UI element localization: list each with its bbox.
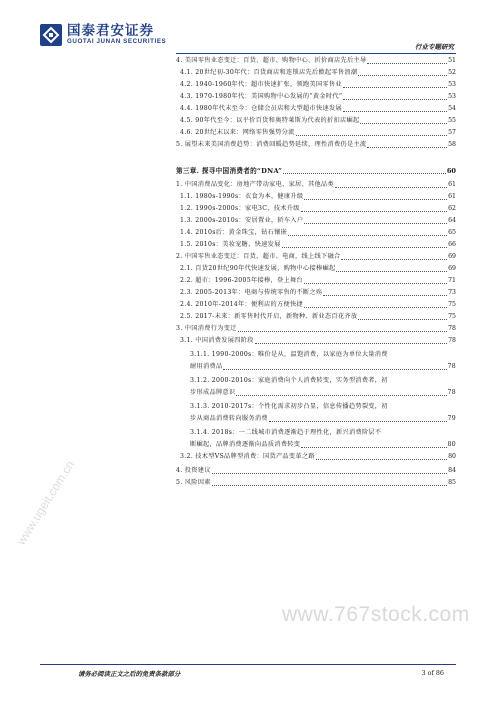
toc-entry-page: 53: [448, 93, 456, 100]
leader-dots: [269, 421, 447, 422]
toc-entry-page: 51: [448, 57, 456, 64]
toc-entry-text: 3.1. 中国消费发展四阶段: [180, 337, 254, 344]
side-watermark: www.ugeit.com.cn: [14, 457, 78, 548]
toc-entry[interactable]: [176, 139, 456, 151]
toc-entry-page: 71: [448, 277, 456, 284]
toc-entry[interactable]: [176, 311, 456, 323]
toc-entry-text: 1.2. 1990s-2000s：家电3C，技术升级: [180, 205, 300, 212]
leader-dots: [304, 199, 447, 200]
toc-entry[interactable]: [176, 323, 456, 335]
toc-entry[interactable]: [176, 375, 456, 387]
toc-entry[interactable]: [176, 451, 456, 463]
company-logo: [40, 23, 230, 47]
toc-entry[interactable]: [176, 239, 456, 251]
toc-entry-text: 4.1. 20世纪初-30年代：百货商店和连锁店先后掀起零售浪潮: [180, 69, 358, 76]
toc-entry[interactable]: [176, 127, 456, 139]
toc-entry[interactable]: [176, 79, 456, 91]
leader-dots: [223, 369, 446, 370]
toc-entry-text: 5. 展望未来美国消费趋势：消费回暖趋势延续，理性消费仍是主流: [176, 141, 367, 148]
toc-entry-page: 62: [448, 205, 456, 212]
toc-entry-page: 61: [448, 181, 456, 188]
leader-dots: [367, 147, 447, 148]
leader-dots: [341, 259, 447, 260]
toc-entry-page: 85: [448, 479, 456, 486]
toc-entry[interactable]: [176, 465, 456, 477]
toc-entry-continuation: [176, 439, 456, 451]
toc-entry-page: 78: [448, 325, 456, 332]
toc-entry-text: 2.4. 2010年-2014年：便利店的方便快捷: [180, 301, 303, 308]
toc-entry-text: 1. 中国消费品变化：房地产带动家电、家居、其他品类: [176, 181, 334, 188]
toc-entry[interactable]: [176, 55, 456, 67]
leader-dots: [296, 135, 448, 136]
toc-entry-page: 84: [448, 467, 456, 474]
leader-dots: [282, 247, 448, 248]
leader-dots: [358, 319, 447, 320]
leader-dots: [238, 331, 447, 332]
header-divider: [176, 53, 456, 54]
leader-dots: [343, 87, 447, 88]
leader-dots: [212, 485, 447, 486]
report-type-label: 行业专题研究: [415, 43, 454, 51]
toc-entry[interactable]: [176, 427, 456, 439]
toc-entry[interactable]: [176, 203, 456, 215]
toc-entry-page: 79: [447, 415, 456, 422]
toc-entry-text: 断崛起，品牌消费逐渐向品质消费转变: [190, 441, 301, 448]
toc-entry-continuation: [176, 387, 456, 399]
toc-entry-page: 75: [448, 313, 456, 320]
toc-entry[interactable]: [176, 251, 456, 263]
toc-entry[interactable]: [176, 179, 456, 191]
toc-entry[interactable]: [176, 227, 456, 239]
leader-dots: [304, 307, 447, 308]
toc-entry-text: 4. 美国零售业态变迁：百货、超市、购物中心、折价商店先后主导: [176, 57, 367, 64]
toc-entry-page: 80: [448, 453, 456, 460]
leader-dots: [288, 235, 447, 236]
toc-entry-text: 2.3. 2005-2013年：电商与传统零售的不断之殇: [180, 289, 323, 296]
toc-entry-text: 1.3. 2000s-2010s：安居置业，轿车入户: [180, 217, 304, 224]
toc-entry-text: 2. 中国零售业态变迁：百货、超市、电商，线上线下融合: [176, 253, 341, 260]
toc-entry-page: 64: [448, 217, 456, 224]
toc-entry-page: 54: [448, 105, 456, 112]
toc-entry-text: 1.5. 2010s：美妆宠糖，快速发展: [180, 241, 281, 248]
toc-entry-text: 4.5. 90年代至今：以平价百货和奥特莱斯为代表的折扣店崛起: [180, 117, 360, 124]
toc-entry-page: 73: [448, 289, 456, 296]
toc-entry-text: 3.2. 技术型VS品牌型消费：国货产品变革之路: [180, 453, 315, 460]
toc-entry-text: 3.1.3. 2010-2017s：个性化需求初步凸显，信息传播趋势裂变，初: [190, 403, 388, 410]
site-watermark: www.767stock.com: [282, 603, 470, 626]
toc-entry-page: 75: [448, 301, 456, 308]
toc-entry-page: 66: [448, 241, 456, 248]
leader-dots: [304, 223, 447, 224]
toc-entry[interactable]: [176, 401, 456, 413]
toc-entry-text: 2.2. 超市：1996-2005年接棒，登上舞台: [180, 277, 303, 284]
toc-entry-text: 步形成品牌意识: [190, 389, 236, 396]
toc-entry-text: 3. 中国消费行为变迁: [176, 325, 237, 332]
logo-english-name: GUOTAI JUNAN SECURITIES: [67, 38, 167, 45]
toc-entry-page: 57: [448, 129, 456, 136]
toc-entry-text: 3.1.4. 2018s：一二线城市消费逐渐趋于理性化，新兴消费阶层不: [190, 429, 382, 436]
toc-chapter-entry[interactable]: [176, 165, 456, 177]
toc-entry[interactable]: [176, 215, 456, 227]
leader-dots: [212, 473, 447, 474]
toc-entry-page: 78: [448, 337, 456, 344]
leader-dots: [301, 447, 446, 448]
guotai-junan-logo-icon: [40, 24, 62, 46]
toc-entry-text: 1.1. 1980s-1990s：衣食为本，健康升级: [180, 193, 304, 200]
leader-dots: [335, 187, 447, 188]
toc-entry-text: 4.2. 1940-1960年代：超市快速扩张，领跑美国零售业: [180, 81, 342, 88]
leader-dots: [358, 75, 447, 76]
toc-entry-page: 60: [446, 167, 456, 175]
toc-entry[interactable]: [176, 67, 456, 79]
toc-entry-page: 78: [447, 363, 456, 370]
page-header: [0, 0, 496, 52]
footer-disclaimer: 请务必阅读正文之后的免责条款部分: [78, 670, 181, 678]
leader-dots: [304, 283, 447, 284]
toc-entry-text: 1.4. 2010s后：黄金珠宝，钻石镶嵌: [180, 229, 288, 236]
page-number: 3 of 86: [421, 669, 444, 677]
leader-dots: [236, 395, 446, 396]
toc-entry-text: 5. 风险因素: [176, 479, 211, 486]
toc-entry-text: 4. 投资建议: [176, 467, 211, 474]
toc-entry-page: 52: [448, 69, 456, 76]
leader-dots: [316, 459, 447, 460]
toc-entry-page: 78: [447, 389, 456, 396]
toc-entry-text: 3.1.1. 1990-2000s：唯价是从，温饱消费，以家庭为单位大量消费: [190, 351, 388, 358]
leader-dots: [255, 343, 447, 344]
leader-dots: [283, 173, 446, 174]
toc-entry[interactable]: [176, 263, 456, 275]
toc-entry-text: 2.1. 百货20世纪90年代快速发展，购物中心接棒崛起: [180, 265, 336, 272]
toc-entry-continuation: [176, 413, 456, 425]
toc-entry-page: 69: [448, 265, 456, 272]
leader-dots: [360, 123, 447, 124]
toc-entry[interactable]: [176, 115, 456, 127]
toc-entry-text: 第三章. 探寻中国消费者的“DNA”: [176, 167, 283, 175]
toc-entry-text: 4.6. 20世纪末以来：网络零售强势分流: [180, 129, 295, 136]
toc-entry-page: 58: [448, 141, 456, 148]
toc-entry-text: 步从商品消费转向服务消费: [190, 415, 268, 422]
toc-entry[interactable]: [176, 91, 456, 103]
leader-dots: [367, 63, 447, 64]
toc-entry[interactable]: [176, 477, 456, 489]
leader-dots: [323, 295, 447, 296]
toc-entry-text: 2.5. 2017-未来：新零售时代开启，新物种、新业态百花齐放: [180, 313, 358, 320]
toc-entry-continuation: [176, 361, 456, 373]
toc-entry-text: 耐用消费品: [190, 363, 223, 370]
leader-dots: [336, 271, 447, 272]
toc-entry[interactable]: [176, 275, 456, 287]
toc-entry[interactable]: [176, 335, 456, 347]
toc-entry[interactable]: [176, 349, 456, 361]
leader-dots: [343, 99, 447, 100]
toc-entry-page: 65: [448, 229, 456, 236]
toc-entry[interactable]: [176, 299, 456, 311]
toc-entry-text: 4.4. 1980年代末至今：仓储会员店和大型超市快速发展: [180, 105, 342, 112]
toc-entry-page: 61: [448, 193, 456, 200]
footer-divider: [40, 664, 456, 665]
leader-dots: [343, 111, 447, 112]
toc-entry[interactable]: [176, 287, 456, 299]
toc-entry-page: 53: [448, 81, 456, 88]
toc-entry-page: 69: [448, 253, 456, 260]
toc-entry-text: 4.3. 1970-1980年代：美国购物中心发展的“黄金时代”: [180, 93, 343, 100]
toc-entry-page: 55: [448, 117, 456, 124]
toc-entry-text: 3.1.2. 2000-2010s：家庭消费向个人消费转变，实务型消费者，初: [190, 377, 388, 384]
toc-entry-page: 80: [447, 441, 456, 448]
toc-entry[interactable]: [176, 191, 456, 203]
toc-entry[interactable]: [176, 103, 456, 115]
leader-dots: [301, 211, 447, 212]
logo-chinese-name: 国泰君安证券: [67, 23, 154, 39]
